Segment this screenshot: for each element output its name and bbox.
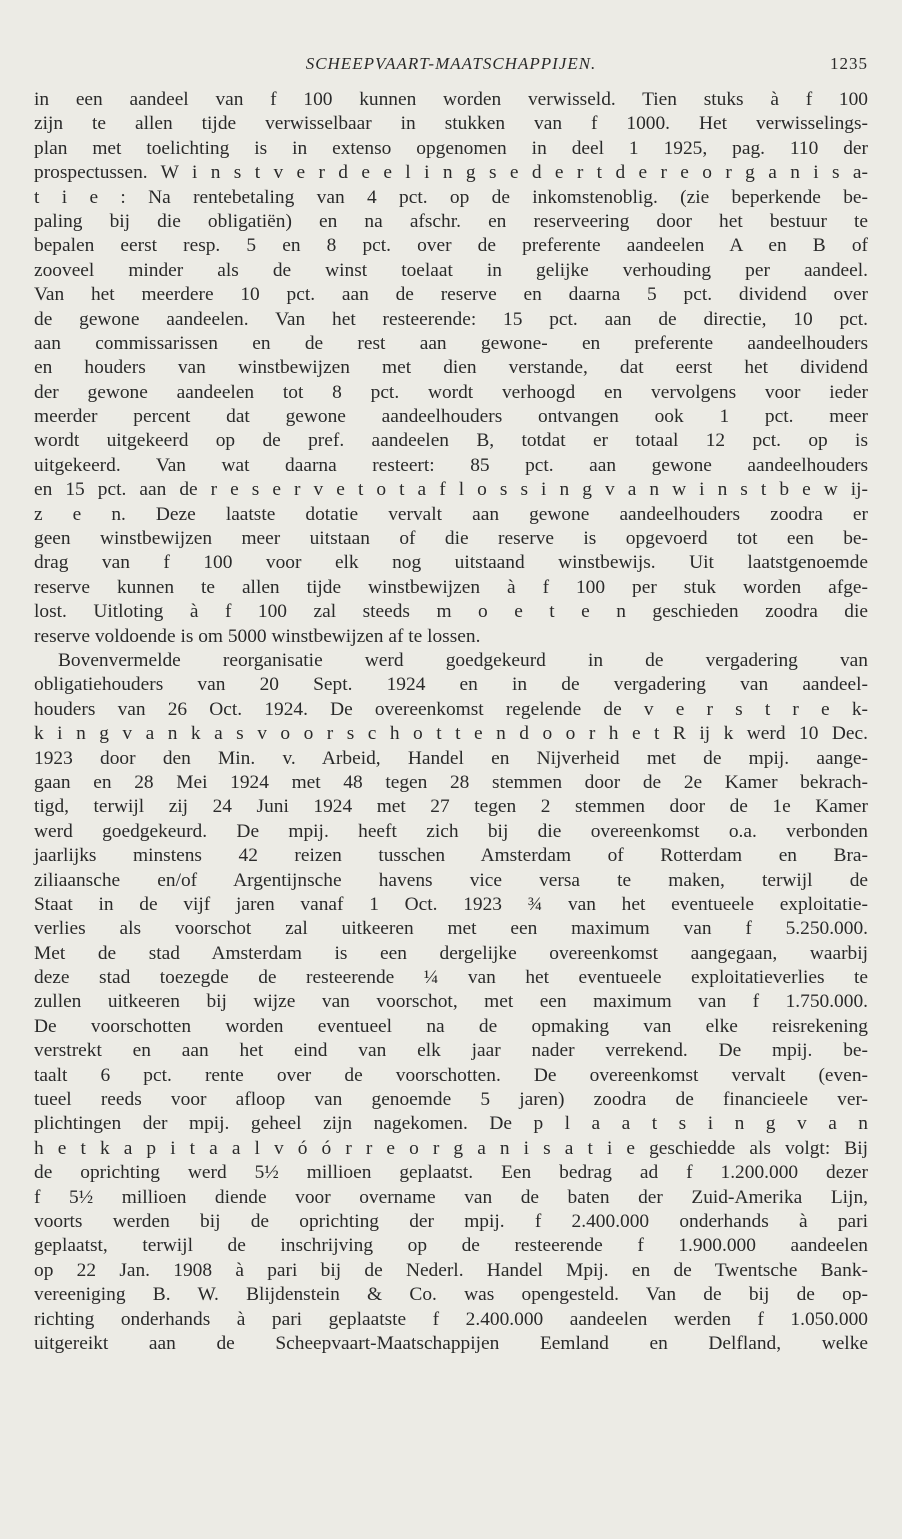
text-line: voorts werden bij de oprichting der mpij. f 2.400.000 onderhands à pari [34, 1210, 868, 1232]
text-line: Staat in de vijf jaren vanaf 1 Oct. 1923 ¾ van het eventueele exploitatie- [34, 893, 868, 915]
text-line: tigd, terwijl zij 24 Juni 1924 met 27 tegen 2 stemmen door de 1e Kamer [34, 796, 868, 818]
text-line: paling bij die obligatiën) en na afschr. en reserveering door het bestuur te [34, 210, 868, 232]
text-line: de oprichting werd 5½ millioen geplaatst. Een bedrag ad f 1.200.000 dezer [34, 1162, 868, 1184]
text-line: Met de stad Amsterdam is een dergelijke overeenkomst aangegaan, waarbij [34, 942, 868, 964]
text-line: obligatiehouders van 20 Sept. 1924 en in de vergadering van aandeel- [34, 674, 868, 696]
text-line: plichtingen der mpij. geheel zijn nagekomen. De p l a a t s i n g v a n [34, 1113, 868, 1135]
text-line: ziliaansche en/of Argentijnsche havens vice versa te maken, terwijl de [34, 869, 868, 891]
text-line: prospectussen. W i n s t v e r d e e l i n g s e d e r t d e r e o r g a n i s a- [34, 162, 868, 184]
text-line: tueel reeds voor afloop van genoemde 5 jaren) zoodra de financieele ver- [34, 1089, 868, 1111]
text-line: De voorschotten worden eventueel na de opmaking van elke reisrekening [34, 1015, 868, 1037]
text-line: plan met toelichting is in extenso opgenomen in deel 1 1925, pag. 110 der [34, 137, 868, 159]
text-line: zijn te allen tijde verwisselbaar in stukken van f 1000. Het verwisselings- [34, 113, 868, 135]
text-line: werd goedgekeurd. De mpij. heeft zich bij die overeenkomst o.a. verbonden [34, 820, 868, 842]
page-number: 1235 [830, 54, 868, 73]
text-line: zullen uitkeeren bij wijze van voorschot, met een maximum van f 1.750.000. [34, 991, 868, 1013]
text-line: in een aandeel van f 100 kunnen worden verwisseld. Tien stuks à f 100 [34, 89, 868, 110]
text-line: en houders van winstbewijzen met dien verstande, dat eerst het dividend [34, 357, 868, 379]
text-line: vereeniging B. W. Blijdenstein & Co. was opengesteld. Van de bij de op- [34, 1284, 868, 1306]
text-line: gaan en 28 Mei 1924 met 48 tegen 28 stemmen door de 2e Kamer bekrach- [34, 771, 868, 793]
text-line: uitgereikt aan de Scheepvaart-Maatschappijen Eemland en Delfland, welke [34, 1332, 868, 1354]
text-line: richting onderhands à pari geplaatste f 2.400.000 aandeelen werden f 1.050.000 [34, 1308, 868, 1330]
text-line: reserve kunnen te allen tijde winstbewijzen à f 100 per stuk worden afge- [34, 576, 868, 598]
body-text [34, 88, 868, 1356]
text-line: bepalen eerst resp. 5 en 8 pct. over de preferente aandeelen A en B of [34, 235, 868, 257]
text-line: op 22 Jan. 1908 à pari bij de Nederl. Handel Mpij. en de Twentsche Bank- [34, 1259, 868, 1281]
text-line: k i n g v a n k a s v o o r s c h o t t e n d o o r h e t R ij k werd 10 Dec. [34, 723, 868, 745]
running-header [34, 54, 868, 84]
text-line: lost. Uitloting à f 100 zal steeds m o e t e n geschieden zoodra die [34, 601, 868, 623]
text-line: geen winstbewijzen meer uitstaan of die reserve is opgevoerd tot een be- [34, 528, 868, 550]
text-line: 1923 door den Min. v. Arbeid, Handel en Nijverheid met de mpij. aange- [34, 747, 868, 769]
text-line: houders van 26 Oct. 1924. De overeenkomst regelende de v e r s t r e k- [34, 698, 868, 720]
text-line: verstrekt en aan het eind van elk jaar nader verrekend. De mpij. be- [34, 1040, 868, 1062]
text-line: verlies als voorschot zal uitkeeren met een maximum van f 5.250.000. [34, 918, 868, 940]
text-line: zooveel minder als de winst toelaat in gelijke verhouding per aandeel. [34, 259, 868, 281]
text-line: de gewone aandeelen. Van het resteerende: 15 pct. aan de directie, 10 pct. [34, 308, 868, 330]
text-line: drag van f 100 voor elk nog uitstaand winstbewijs. Uit laatstgenoemde [34, 552, 868, 574]
text-line: uitgekeerd. Van wat daarna resteert: 85 pct. aan gewone aandeelhouders [34, 454, 868, 476]
running-title: SCHEEPVAART-MAATSCHAPPIJEN. [305, 54, 597, 73]
text-line: taalt 6 pct. rente over de voorschotten. De overeenkomst vervalt (even- [34, 1064, 868, 1086]
text-line: f 5½ millioen diende voor overname van de baten der Zuid-Amerika Lijn, [34, 1186, 868, 1208]
text-line: Bovenvermelde reorganisatie werd goedgekeurd in de vergadering van [58, 649, 868, 671]
text-line: h e t k a p i t a a l v ó ó r r e o r g a n i s a t i e geschiedde als volgt: Bij [34, 1137, 868, 1159]
text-line: geplaatst, terwijl de inschrijving op de resteerende f 1.900.000 aandeelen [34, 1235, 868, 1257]
text-line: en 15 pct. aan de r e s e r v e t o t a f l o s s i n g v a n w i n s t b e w ij- [34, 479, 868, 501]
text-line: deze stad toezegde de resteerende ¼ van het eventueele exploitatieverlies te [34, 967, 868, 989]
text-line: wordt uitgekeerd op de pref. aandeelen B, totdat er totaal 12 pct. op is [34, 430, 868, 452]
text-line: meerder percent dat gewone aandeelhouders ontvangen ook 1 pct. meer [34, 406, 868, 428]
text-line: reserve voldoende is om 5000 winstbewijzen af te lossen. [34, 625, 481, 647]
text-line: der gewone aandeelen tot 8 pct. wordt verhoogd en vervolgens voor ieder [34, 381, 868, 403]
text-line: z e n. Deze laatste dotatie vervalt aan gewone aandeelhouders zoodra er [34, 503, 868, 525]
text-line: Van het meerdere 10 pct. aan de reserve en daarna 5 pct. dividend over [34, 284, 868, 306]
text-line: jaarlijks minstens 42 reizen tusschen Amsterdam of Rotterdam en Bra- [34, 845, 868, 867]
text-line: t i e : Na rentebetaling van 4 pct. op de inkomstenoblig. (zie beperkende be- [34, 186, 868, 208]
text-line: aan commissarissen en de rest aan gewone- en preferente aandeelhouders [34, 332, 868, 354]
